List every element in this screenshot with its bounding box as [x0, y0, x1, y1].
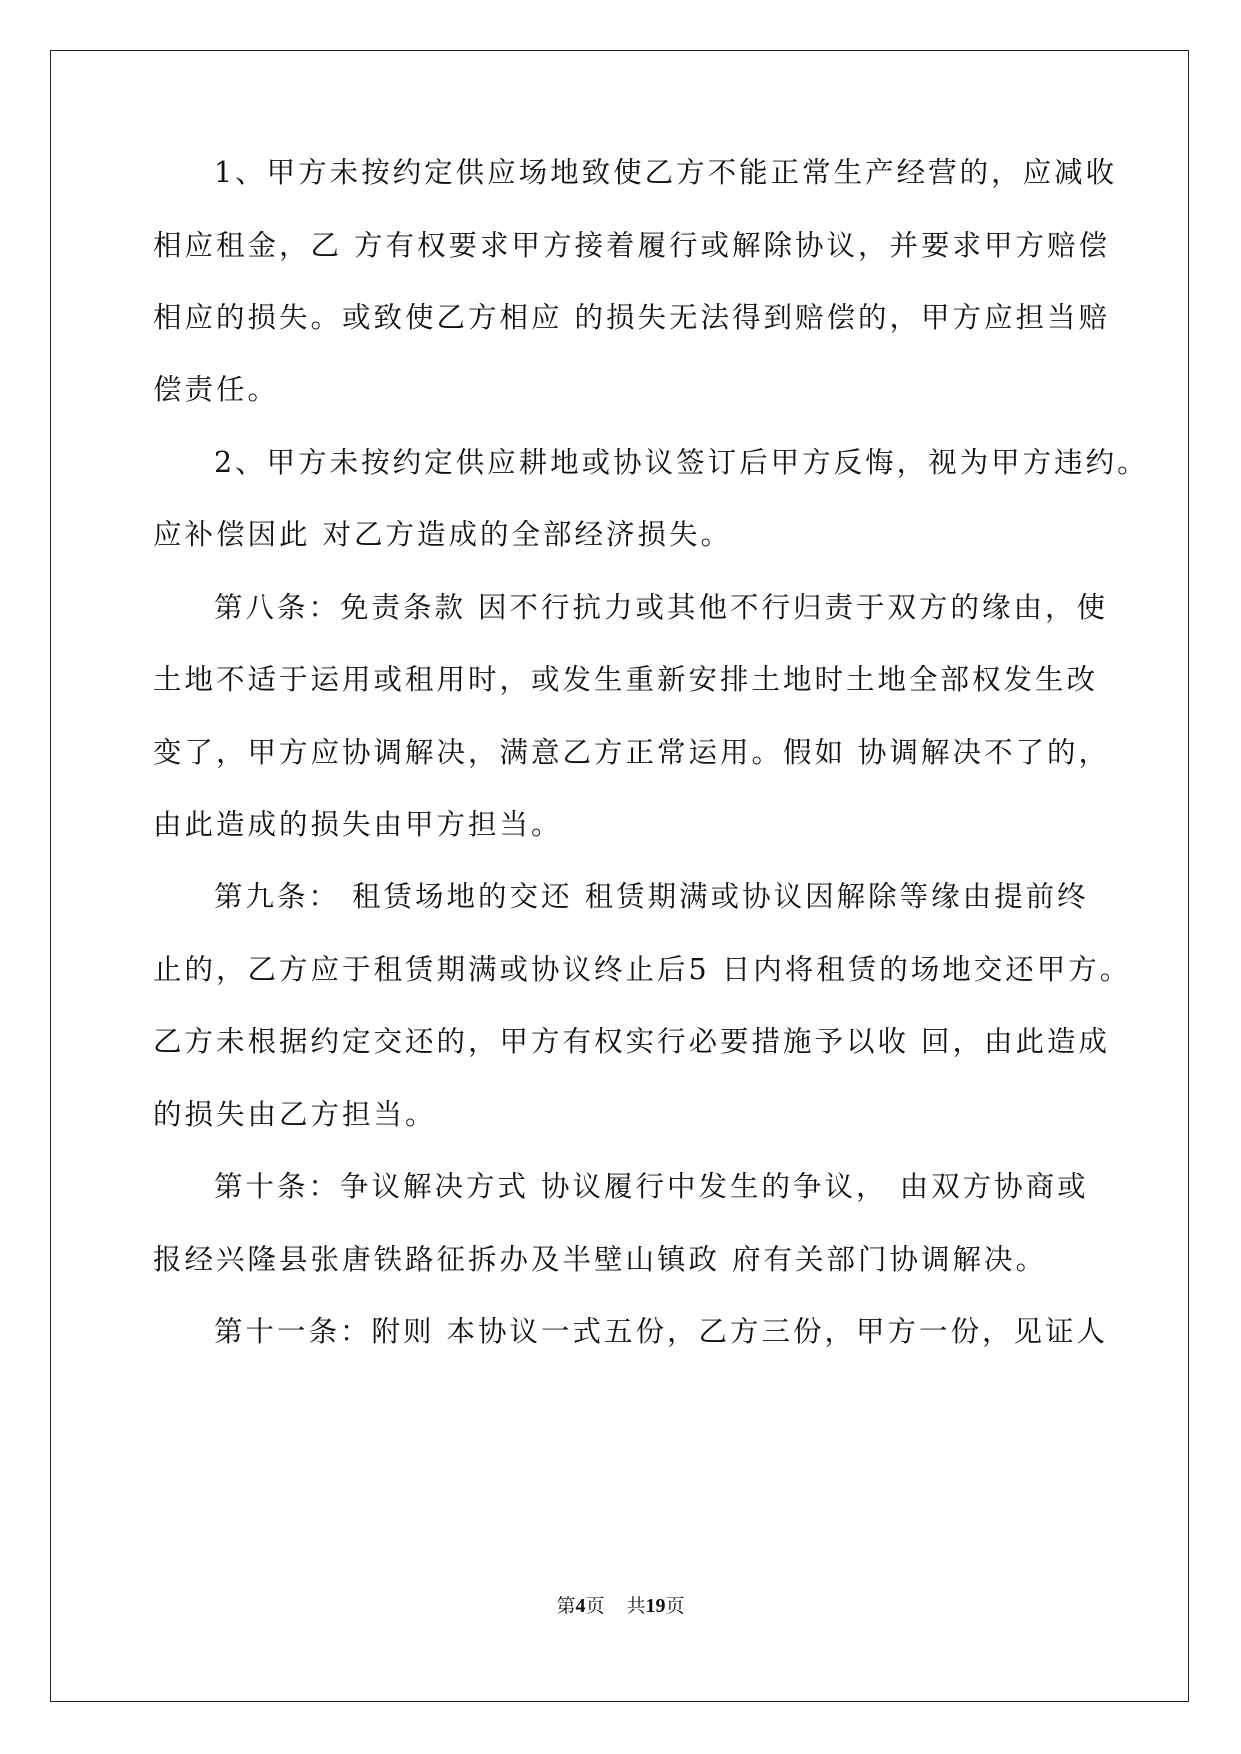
text-line-15: 第十条：争议解决方式 协议履行中发生的争议， 由双方协商或	[214, 1170, 1089, 1203]
text-line-4: 偿责任。	[153, 373, 280, 406]
total-suffix: 页	[665, 1595, 685, 1617]
text-line-3: 相应的损失。或致使乙方相应 的损失无法得到赔偿的，甲方应担当赔	[153, 301, 1111, 334]
text-line-5: 2、甲方未按约定供应耕地或协议签订后甲方反悔，视为甲方违约。	[214, 446, 1149, 479]
text-line-8: 土地不适于运用或租用时，或发生重新安排土地时土地全部权发生改	[153, 663, 1099, 696]
text-line-14: 的损失由乙方担当。	[153, 1098, 437, 1131]
text-line-10: 由此造成的损失由甲方担当。	[153, 808, 563, 841]
text-line-6: 应补偿因此 对乙方造成的全部经济损失。	[153, 518, 733, 551]
text-line-12: 止的，乙方应于租赁期满或协议终止后5 日内将租赁的场地交还甲方。	[153, 953, 1132, 986]
page-number: 4	[575, 1595, 586, 1617]
text-line-2: 相应租金，乙 方有权要求甲方接着履行或解除协议，并要求甲方赔偿	[153, 229, 1111, 262]
text-line-16: 报经兴隆县张唐铁路征拆办及半壁山镇政 府有关部门协调解决。	[153, 1243, 1048, 1276]
total-pages: 19	[645, 1595, 666, 1617]
text-line-9: 变了，甲方应协调解决，满意乙方正常运用。假如 协调解决不了的，	[153, 736, 1111, 769]
text-line-7: 第八条：免责条款 因不行抗力或其他不行归责于双方的缘由，使	[214, 591, 1109, 624]
text-line-1: 1、甲方未按约定供应场地致使乙方不能正常生产经营的，应减收	[214, 156, 1118, 189]
total-prefix: 共	[626, 1595, 646, 1617]
text-line-13: 乙方未根据约定交还的，甲方有权实行必要措施予以收 回，由此造成	[153, 1025, 1111, 1058]
page-prefix: 第	[556, 1595, 576, 1617]
text-line-17: 第十一条：附则 本协议一式五份，乙方三份，甲方一份，见证人	[214, 1315, 1109, 1348]
page-suffix: 页	[585, 1595, 605, 1617]
page-number-footer	[0, 1593, 1241, 1619]
text-line-11: 第九条： 租赁场地的交还 租赁期满或协议因解除等缘由提前终	[214, 880, 1089, 913]
